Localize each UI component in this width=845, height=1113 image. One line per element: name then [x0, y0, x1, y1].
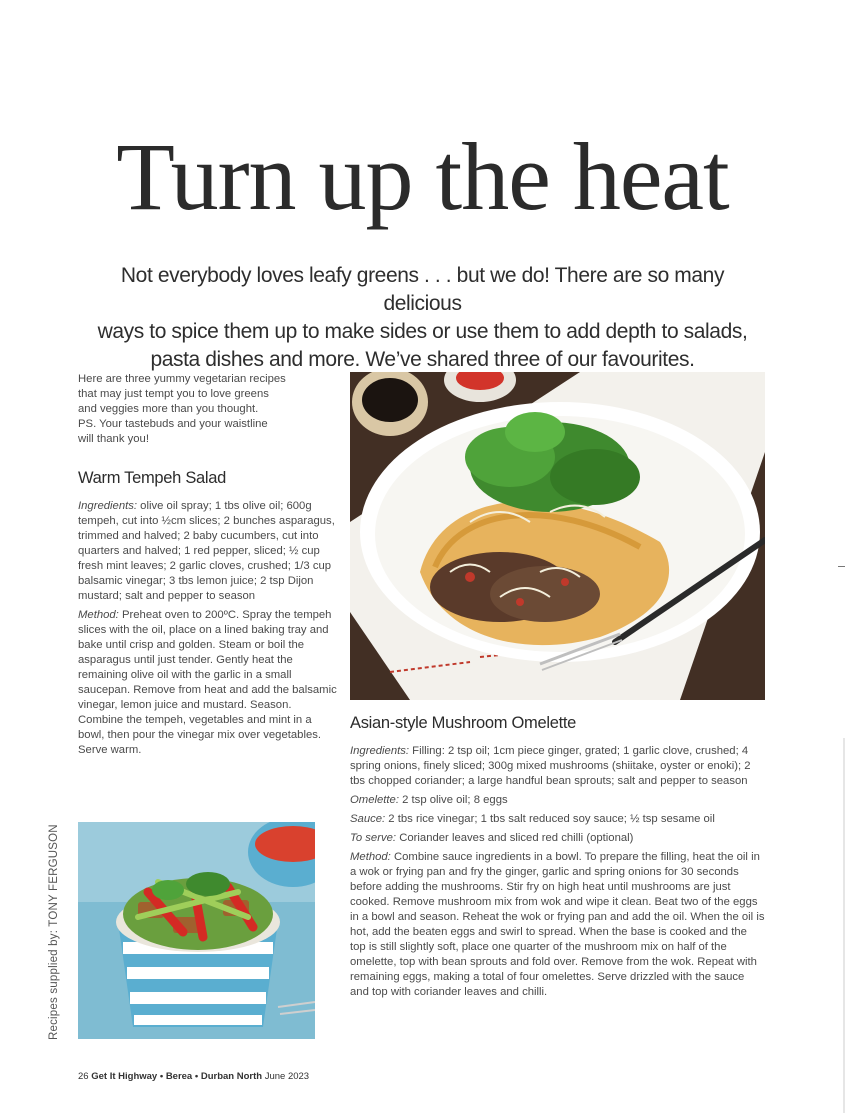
- footer-separator: •: [159, 1071, 164, 1082]
- publication-name: Get It Highway: [91, 1071, 158, 1082]
- tempeh-method: [78, 608, 338, 758]
- sauce-label: Sauce:: [350, 813, 386, 825]
- recipe-title-mushroom-omelette: Asian-style Mushroom Omelette: [350, 714, 577, 732]
- left-column: [78, 372, 338, 762]
- right-column: [350, 712, 765, 1004]
- intro-line: Not everybody loves leafy greens . . . but we do! There are so many delicious: [120, 264, 725, 315]
- footer-area: Durban North: [200, 1071, 263, 1082]
- footer-area: Berea: [165, 1071, 193, 1082]
- serve-label: To serve:: [350, 832, 397, 844]
- article-title: Turn up the heat: [116, 123, 729, 230]
- recipe-title-tempeh-salad: Warm Tempeh Salad: [78, 469, 227, 487]
- omelette-eggs: [350, 793, 765, 808]
- omelette-sauce: [350, 812, 765, 827]
- intro-line: ways to spice them up to make sides or use them to add depth to salads,: [97, 320, 748, 343]
- intro-line: pasta dishes and more. We’ve shared three of our favourites.: [150, 348, 695, 371]
- footer-separator: •: [194, 1071, 199, 1082]
- article-intro: [80, 262, 765, 374]
- method-text: Preheat oven to 200ºC. Spray the tempeh slices with the oil, place on a lined baking tray and bake until crisp and golden. Steam or boil the asparagus until just tender. Gently heat the remaining olive oil with the garlic in a small saucepan. Remove from heat and add the balsamic vinegar, lemon juice and mustard. Season. Combine the tempeh, vegetables and mint in a bowl, then pour the vinegar mix over vegetables. Serve warm.: [78, 609, 337, 756]
- omelette-text: 2 tsp olive oil; 8 eggs: [398, 794, 508, 806]
- omelette-illustration: [350, 372, 765, 700]
- photo-credit: Recipes supplied by: TONY FERGUSON: [48, 824, 60, 1040]
- ingredients-text: olive oil spray; 1 tbs olive oil; 600g tempeh, cut into ½cm slices; 2 bunches asparagus, trimmed and halved; 2 baby cucumbers, cut into quarters and halved; 1 red pepper, sliced; ½ cup fresh mint leaves; 2 garlic cloves, crushed; 1/3 cup balsamic vinegar; 3 tbs lemon juice; 2 tsp Dijon mustard; salt and pepper to season: [78, 500, 335, 602]
- omelette-photo: [350, 372, 765, 700]
- ingredients-label: Ingredients:: [78, 500, 138, 512]
- lead-line: PS. Your tastebuds and your waistline: [78, 418, 268, 430]
- method-text: Combine sauce ingredients in a bowl. To prepare the filling, heat the oil in a wok or frying pan and fry the ginger, garlic and spring onions for 30 seconds before adding the mushrooms. Stir fry on high heat until mushrooms are just cooked. Remove mushroom mix from wok and wipe it clean. Beat two of the eggs in a bowl and season. Reheat the wok or frying pan and add the oil. When the oil is hot, add the beaten eggs and swirl to spread. When the base is cooked and the top is still slightly soft, place one quarter of the mushroom mix on half of the omelette, top with bean sprouts and fold over. Remove from the wok. Repeat with remaining eggs, making a total of four omelettes. Serve drizzled with the sauce and top with coriander leaves and chilli.: [350, 851, 765, 998]
- serve-text: Coriander leaves and sliced red chilli (optional): [396, 832, 634, 844]
- page-footer: [78, 1071, 309, 1082]
- page-number: 26: [78, 1071, 89, 1082]
- lead-line: that may just tempt you to love greens: [78, 388, 269, 400]
- method-label: Method:: [350, 851, 391, 863]
- issue-date: June 2023: [264, 1071, 310, 1082]
- page-edge-mark: [838, 566, 845, 567]
- omelette-ingredients: [350, 744, 765, 789]
- ingredients-label: Ingredients:: [350, 745, 410, 757]
- salad-photo: [78, 822, 315, 1039]
- sauce-text: 2 tbs rice vinegar; 1 tbs salt reduced soy sauce; ½ tsp sesame oil: [385, 813, 715, 825]
- lead-line: and veggies more than you thought.: [78, 403, 259, 415]
- tempeh-ingredients: [78, 499, 338, 604]
- lead-paragraph: [78, 372, 338, 447]
- salad-illustration: [78, 822, 315, 1039]
- lead-line: Here are three yummy vegetarian recipes: [78, 373, 286, 385]
- lead-line: will thank you!: [78, 433, 149, 445]
- omelette-serve: [350, 831, 765, 846]
- omelette-method: [350, 850, 765, 1000]
- method-label: Method:: [78, 609, 119, 621]
- omelette-label: Omelette:: [350, 794, 399, 806]
- ingredients-text: Filling: 2 tsp oil; 1cm piece ginger, grated; 1 garlic clove, crushed; 4 spring onions, finely sliced; 300g mixed mushrooms (shiitake, oyster or enoki); 2 tbs chopped coriander; a large handful bean sprouts; salt and pepper to season: [350, 745, 751, 787]
